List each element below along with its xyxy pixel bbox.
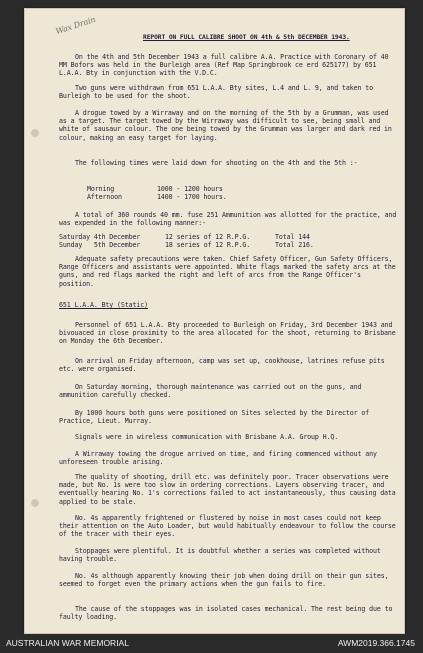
pencil-annotation: Wax Drain [54,14,97,37]
time-period: Afternoon [87,193,122,202]
paragraph: Adequate safety precautions were taken. Chief Safety Officer, Gun Safety Officers, Range Officers and assistants were appointed. White flags marked the safety arcs at the guns, and red flags marked the right and left of arcs from the Range Officer's position. [59,255,400,288]
time-hours: 1000 - 1200 hours [157,185,223,193]
punch-hole [31,129,39,137]
ammo-row [59,241,389,249]
times-row [87,193,287,201]
times-paragraph [59,159,399,167]
paragraph: On arrival on Friday afternoon, camp was set up, cookhouse, latrines refuse pits etc. were organised. [59,357,389,374]
section-paragraph [59,433,399,441]
times-row [87,185,287,193]
section-paragraph [59,383,399,399]
paragraph: Signals were in wireless communication with Brisbane A.A. Group H.Q. [75,433,339,441]
punch-hole [31,499,39,507]
section-paragraph [59,473,399,506]
safety-paragraph [59,255,399,288]
paragraph: On the 4th and 5th December 1943 a full calibre A.A. Practice with Coronary of 40 MM Bofors was held in the Burleigh area (Ref Map Springbrook ce erd 625177) by 651 L.A.A. Bty in conjunction with the V.D.C. [59,53,393,78]
section-paragraph [59,514,399,539]
section-paragraph [59,357,399,373]
ammo-total: Total 216. [275,241,314,250]
paragraph: No. 4s although apparently knowing their job when doing drill on their gun sites, seemed to forget even the primary actions when the gun fails to fire. [59,572,393,589]
paragraph: The quality of shooting, drill etc. was definitely poor. Tracer observations were made, but No. 1s were too slow in ordering corrections. Layers observing tracer, and eventually hearing No. 1's corrections failed to act instantaneously, thus causing data applied to be stale. [59,473,400,506]
ammo-table [59,233,389,249]
section-paragraph [59,547,399,563]
ammo-series: 18 series of 12 R.P.G. [165,241,251,250]
paragraph: By 1000 hours both guns were positioned on Sites selected by the Director of Practice, Lieut. Murray. [59,409,373,426]
paragraph: A total of 360 rounds 40 mm. fuse 251 Ammunition was allotted for the practice, and was expended in the following manner:- [59,211,401,228]
guns-paragraph [59,84,399,100]
ammo-day: Sunday 5th December [59,241,141,250]
section-title: 651 L.A.A. Bty (Static) [59,301,149,309]
footer-accession-number: AWM2019.366.1745 [337,638,415,648]
paragraph: A drogue towed by a Wirraway and on the morning of the 5th by a Grumman, was used as a target. The target towed by the Wirraway was difficult to see, being small and white of sausaur colour. The one being towed by the Grumman was larger and dark red in colour, making an easy target for laying. [59,109,396,142]
ammo-paragraph [59,211,399,227]
time-hours: 1400 - 1700 hours. [157,193,227,202]
paragraph: The following times were laid down for shooting on the 4th and the 5th :- [75,159,358,167]
ammo-row [59,233,389,241]
ammo-series: 12 series of 12 R.P.G. [165,233,251,241]
section-paragraph [59,605,399,621]
ammo-day: Saturday 4th December [59,233,141,241]
paragraph: The cause of the stoppages was in isolated cases mechanical. The rest being due to faulty loading. [59,605,397,622]
ammo-total: Total 144 [275,233,310,241]
paragraph: A Wirraway towing the drogue arrived on time, and firing commenced without any unforeseen trouble arising. [59,450,381,467]
report-title: REPORT ON FULL CALIBRE SHOOT ON 4th & 5th DECEMBER 1943. [143,34,350,41]
document-page [24,8,405,634]
section-paragraph [59,409,399,425]
paragraph: Personnel of 651 L.A.A. Bty proceeded to Burleigh on Friday, 3rd December 1943 and bivouaced in close proximity to the area allocated for the shoot, returning to Brisbane on Monday the 6th December. [59,321,400,346]
times-table [87,185,287,201]
paragraph: Stoppages were plentiful. It is doubtful whether a series was completed without having trouble. [59,547,385,564]
paragraph: No. 4s apparently frightened or flustered by noise in most cases could not keep their attention on the Auto Loader, but would habitually endeavour to follow the course of the tracer with their eyes. [59,514,400,539]
paragraph: Two guns were withdrawn from 651 L.A.A. Bty sites, L.4 and L. 9, and taken to Burleigh to be used for the shoot. [59,84,377,101]
paragraph: On Saturday morning, thorough maintenance was carried out on the guns, and ammunition carefully checked. [59,383,366,400]
section-heading [59,301,399,309]
footer-bar [0,634,423,653]
section-paragraph [59,321,399,346]
section-paragraph [59,572,399,588]
time-period: Morning [87,185,115,193]
target-paragraph [59,109,399,142]
footer-institution: AUSTRALIAN WAR MEMORIAL [6,638,129,648]
intro-paragraph [59,53,399,78]
section-paragraph [59,450,399,466]
